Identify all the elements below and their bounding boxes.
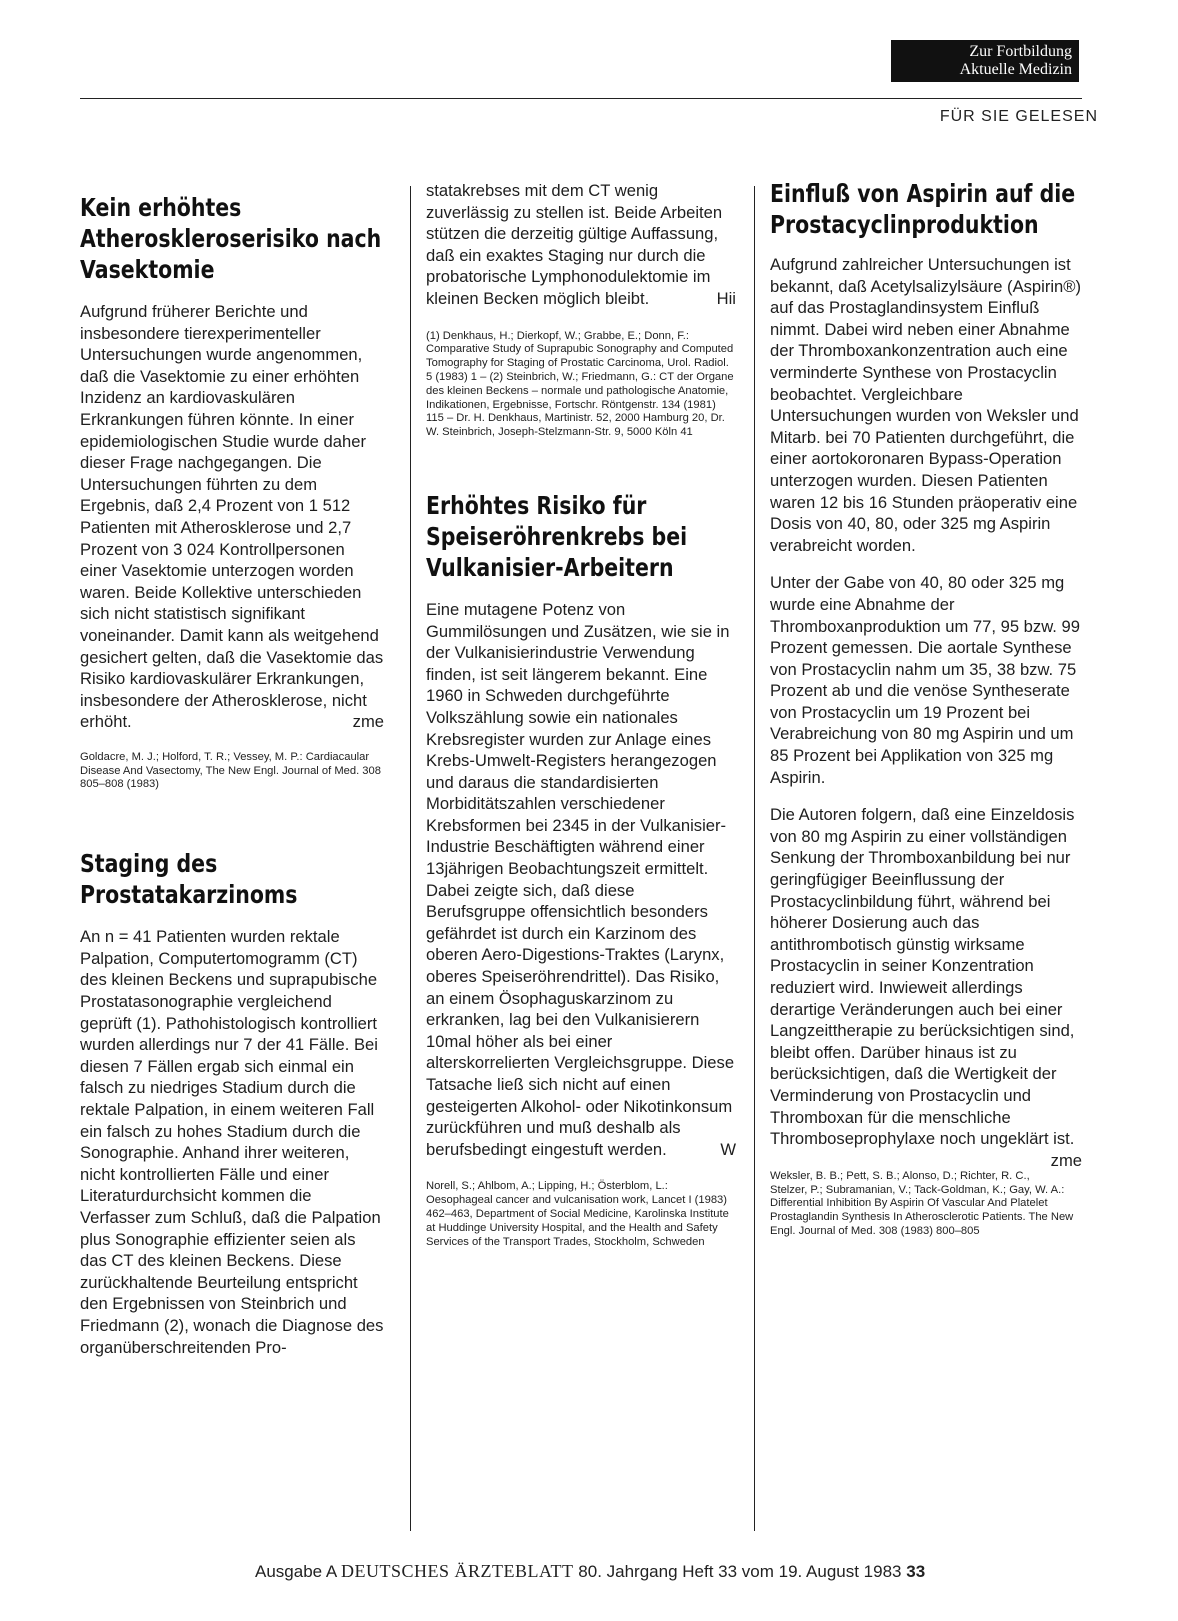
column-divider-2 (754, 186, 755, 1531)
article-speiseroehre-reference: Norell, S.; Ahlbom, A.; Lipping, H.; Österblom, L.: Oesophageal cancer and vulcanisation work, Lancet I (1983) 462–463, Department of Social Medicine, Karolinska Institute at Huddinge University Hospital, and the Health and Safety Services of the Transport Trades, Stockholm, Schweden (426, 1180, 729, 1248)
article-speiseroehre-signature: W (720, 1139, 736, 1159)
article-speiseroehre-title: Erhöhtes Risiko für Speiseröhrenkrebs bei Vulkanisier-Arbeitern (426, 490, 688, 582)
column-divider-1 (410, 186, 411, 1531)
column-2 (426, 181, 736, 1249)
article-vasektomie-signature: zme (352, 712, 384, 732)
article-aspirin-paragraph-1: Aufgrund zahlreicher Untersuchungen ist bekannt, daß Acetylsalizylsäure (Aspirin®) auf das Prostaglandinsystem Einfluß nimmt. Dabei wird neben einer Abnahme der Thromboxankonzentration auch eine verminderte Synthese von Prostacyclin beobachtet. Vergleichbare Untersuchungen wurden von Weksler und Mitarb. bei 70 Patienten durchgeführt, die einer aortokoronaren Bypass-Operation unterzogen wurden. Diesen Patienten waren 12 bis 16 Stunden präoperativ eine Dosis von 40, 80, oder 325 mg Aspirin verabreicht worden. (770, 255, 1082, 555)
badge-line-2: Aktuelle Medizin (959, 61, 1072, 78)
footer-issue: 80. Jahrgang Heft 33 vom 19. August 1983 (578, 1562, 902, 1581)
article-aspirin-paragraph-3: Die Autoren folgern, daß eine Einzeldosis von 80 mg Aspirin zu einer vollständigen Senkung der Thromboxanbildung bei nur geringfügiger Beeinflussung der Prostacyclinbildung führt, während bei höherer Dosierung auch das antithrombotisch günstig wirksame Prostacyclin in seiner Konzentration reduziert wird. Inwieweit allerdings derartige Veränderungen auch bei einer Langzeittherapie zu berücksichtigen sind, bleibt offen. Darüber hinaus ist zu berücksichtigen, daß die Wertigkeit der Verminderung von Prostacyclin und Thromboxan für die menschliche Thromboseprophylaxe noch ungeklärt ist. zme (770, 805, 1082, 1170)
section-label: FÜR SIE GELESEN (939, 108, 1098, 125)
article-speiseroehre-body: Eine mutagene Potenz von Gummilösungen und Zusätzen, wie sie in der Vulkanisierindustrie Verwendung finden, ist seit längerem bekannt. Eine 1960 in Schweden durchgeführte Volkszählung sowie ein nationales Krebsregister wurden zur Anlage eines Krebs-Umwelt-Registers herangezogen und daraus die standardisierten Morbiditätszahlen verschiedener Krebsformen bei 2345 in der Vulkanisier-Industrie Beschäftigten während einer 13jährigen Beobachtungszeit ermittelt. Dabei zeigte sich, daß diese Berufsgruppe offensichtlich besonders gefährdet ist durch ein Karzinom des oberen Aero-Digestions-Traktes (Larynx, oberes Speiseröhrendrittel). Das Risiko, an einem Ösophaguskarzinom zu erkranken, lag bei den Vulkanisierern 10mal höher als bei einer alterskorrelierten Vergleichsgruppe. Diese Tatsache ließ sich nicht auf einen gesteigerten Alkohol- oder Nikotinkonsum zurückführen und muß deshalb als berufsbedingt eingestuft werden. W (426, 599, 736, 1159)
article-aspirin-paragraph-2: Unter der Gabe von 40, 80 oder 325 mg wurde eine Abnahme der Thromboxanproduktion um 77, 95 bzw. 99 Prozent gemessen. Die aortale Synthese von Prostacyclin nahm um 35, 38 bzw. 75 Prozent ab und die venöse Syntheserate von Prostacyclin um 19 Prozent bei Verabreichung von 80 mg Aspirin und um 85 Prozent bei Applikation von 325 mg Aspirin. (770, 573, 1080, 787)
article-aspirin-title: Einfluß von Aspirin auf die Prostacyclinproduktion (770, 179, 1076, 239)
column-3 (770, 179, 1082, 1239)
article-vasektomie-reference: Goldacre, M. J.; Holford, T. R.; Vessey, M. P.: Cardiacaular Disease And Vasectomy, The New Engl. Journal of Med. 308 805–808 (1983) (80, 750, 381, 791)
article-aspirin-signature: zme (1050, 1150, 1082, 1170)
article-staging-signature: Hii (716, 288, 736, 308)
section-badge (891, 40, 1079, 82)
footer-edition: Ausgabe A (255, 1562, 337, 1581)
article-staging-reference: (1) Denkhaus, H.; Dierkopf, W.; Grabbe, E.; Donn, F.: Comparative Study of Suprapubic Sonography and Computed Tomography for Staging of Prostatic Carcinoma, Urol. Radiol. 5 (1983) 1 – (2) Steinbrich, W.; Friedmann, G.: CT der Organe des kleinen Beckens – normale und pathologische Anatomie, Indikationen, Ergebnisse, Fortschr. Röntgenstr. 134 (1981) 115 – Dr. H. Denkhaus, Martinistr. 52, 2000 Hamburg 20, Dr. W. Steinbrich, Joseph-Stelzmann-Str. 9, 5000 Köln 41 (426, 329, 734, 439)
article-aspirin-reference: Weksler, B. B.; Pett, S. B.; Alonso, D.; Richter, R. C., Stelzer, P.; Subramanian, V.; Tack-Goldman, K.; Gay, W. A.: Differential Inhibition By Aspirin Of Vascular And Platelet Prostaglandin Synthesis In Atherosclerotic Patients. The New Engl. Journal of Med. 308 (1983) 800–805 (770, 1169, 1074, 1237)
article-staging-body: An n = 41 Patienten wurden rektale Palpation, Computertomogramm (CT) des kleinen Beckens und suprapubische Prostatasonographie vergleichend geprüft (1). Pathohistologisch kontrolliert wurden allerdings nur 7 der 41 Fälle. Bei diesen 7 Fällen ergab sich einmal ein falsch zu niedriges Stadium durch die rektale Palpation, in einem weiteren Fall ein falsch zu hohes Stadium durch die Sonographie. Anhand ihrer weiteren, nicht kontrollierten Fälle und einer Literaturdurchsicht kommen die Verfasser zum Schluß, daß die Palpation plus Sonographie effizienter seien als das CT des kleinen Beckens. Diese zurückhaltende Beurteilung entspricht den Ergebnissen von Steinbrich und Friedmann (2), wonach die Diagnose des organüberschreitenden Pro- (80, 927, 384, 1357)
article-vasektomie-body: Aufgrund früherer Berichte und insbesondere tierexperimenteller Untersuchungen wurde angenommen, daß die Vasektomie zu einer erhöhten Inzidenz an kardiovaskulären Erkrankungen führen könnte. In einer epidemiologischen Studie wurde daher dieser Frage nachgegangen. Die Untersuchungen führten zu dem Ergebnis, daß 2,4 Prozent von 1 512 Patienten mit Atherosklerose und 2,7 Prozent von 3 024 Kontrollpersonen einer Vasektomie unterzogen worden waren. Beide Kollektive unterschieden sich nicht statistisch signifikant voneinander. Damit kann als weitgehend gesichert gelten, daß die Vasektomie das Risiko kardiovaskulärer Erkrankungen, insbesondere der Atherosklerose, nicht erhöht. zme (80, 302, 384, 732)
badge-line-1: Zur Fortbildung (969, 43, 1072, 60)
footer-magazine: DEUTSCHES ÄRZTEBLATT (341, 1561, 574, 1581)
header-rule (80, 98, 1082, 99)
article-vasektomie-title: Kein erhöhtes Atheroskleroserisiko nach Vasektomie (80, 193, 382, 284)
article-staging-continued: statakrebses mit dem CT wenig zuverlässig zu stellen ist. Beide Arbeiten stützen die derzeitig gültige Auffassung, daß ein exaktes Staging nur durch die probatorische Lymphonodulektomie im kleinen Becken möglich bleibt. Hii (426, 181, 736, 308)
page-footer (255, 1561, 1082, 1582)
footer-page-number: 33 (906, 1562, 926, 1581)
article-staging-title: Staging des Prostatakarzinoms (80, 849, 298, 910)
column-1 (80, 186, 384, 1358)
